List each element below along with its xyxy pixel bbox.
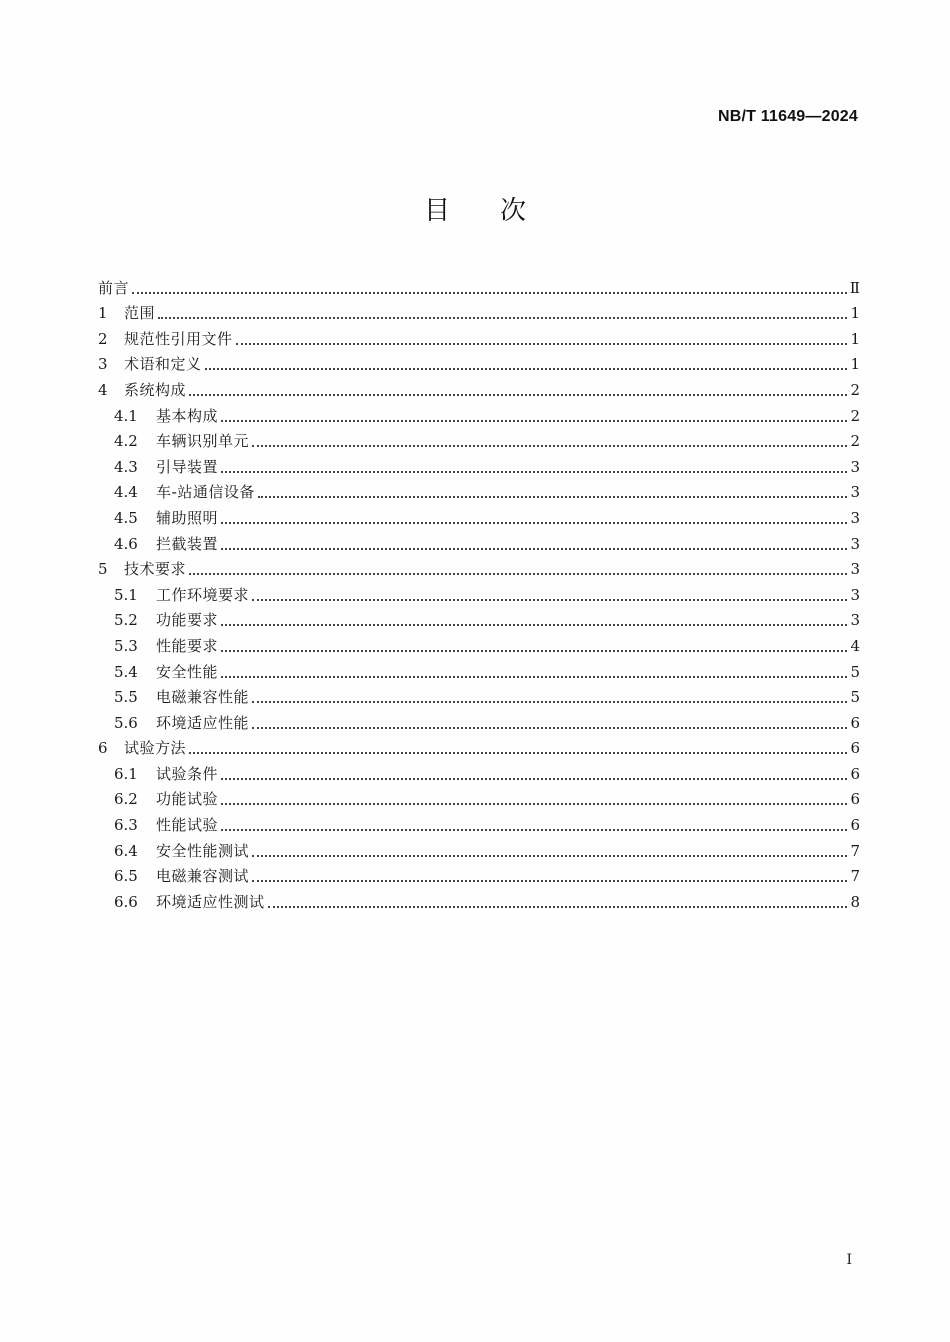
toc-entry-label: 术语和定义 (124, 355, 202, 374)
toc-entry[interactable] (98, 809, 860, 835)
dot-leader (221, 778, 847, 780)
toc-entry[interactable] (98, 528, 860, 554)
toc-entry-number: 5 (98, 560, 108, 579)
toc-entry-label: 工作环境要求 (156, 585, 250, 604)
toc-entry-page: 3 (850, 534, 860, 553)
dot-leader (221, 624, 847, 626)
toc-entry-number: 6.6 (114, 892, 138, 911)
toc-entry-page: 3 (850, 457, 860, 476)
page-number: I (846, 1252, 852, 1268)
dot-leader (221, 650, 847, 652)
toc-entry-label: 环境适应性能 (156, 713, 250, 732)
toc-entry-label: 安全性能测试 (156, 841, 250, 860)
toc-entry-number: 6 (98, 739, 108, 758)
dot-leader (158, 317, 847, 319)
toc-entry-number: 5.3 (114, 636, 138, 655)
toc-entry-label: 试验方法 (124, 739, 187, 758)
toc-entry[interactable] (98, 656, 860, 682)
toc-entry-page: 6 (850, 739, 860, 758)
toc-entry-label: 引导装置 (156, 457, 219, 476)
toc-entry-label: 电磁兼容性能 (156, 688, 250, 707)
toc-entry-number: 2 (98, 329, 108, 348)
toc-entry-page: 7 (850, 841, 860, 860)
toc-entry-label: 车辆识别单元 (156, 432, 250, 451)
toc-entry-number: 4.1 (114, 406, 138, 425)
toc-entry[interactable] (98, 835, 860, 861)
toc-entry-label: 辅助照明 (156, 508, 219, 527)
toc-entry[interactable] (98, 784, 860, 810)
toc-entry-number: 5.5 (114, 688, 138, 707)
toc-entry[interactable] (98, 374, 860, 400)
dot-leader (252, 599, 847, 601)
dot-leader (132, 292, 847, 294)
toc-entry[interactable] (98, 707, 860, 733)
toc-entry-number: 6.2 (114, 790, 138, 809)
dot-leader (252, 855, 847, 857)
toc-entry-page: 3 (850, 508, 860, 527)
toc-entry-number: 5.6 (114, 713, 138, 732)
toc-entry-page: 7 (850, 867, 860, 886)
dot-leader (189, 394, 847, 396)
toc-entry-page: 1 (850, 329, 860, 348)
toc-entry[interactable] (98, 758, 860, 784)
toc-entry-page: Ⅱ (849, 278, 860, 297)
toc-entry-number: 1 (98, 304, 108, 323)
dot-leader (221, 676, 847, 678)
toc-entry-label: 功能试验 (156, 790, 219, 809)
toc-entry-number: 6.1 (114, 764, 138, 783)
toc-entry[interactable] (98, 886, 860, 912)
toc-entry-label: 前言 (98, 278, 130, 297)
table-of-contents (98, 272, 860, 912)
toc-entry-number: 5.1 (114, 585, 138, 604)
toc-entry-number: 6.4 (114, 841, 138, 860)
toc-heading-part2: 次 (500, 196, 527, 226)
toc-entry-number: 3 (98, 355, 108, 374)
toc-entry[interactable] (98, 733, 860, 759)
toc-entry-page: 3 (850, 611, 860, 630)
dot-leader (252, 880, 847, 882)
toc-entry-label: 技术要求 (124, 560, 187, 579)
toc-entry-number: 4.4 (114, 483, 138, 502)
toc-entry[interactable] (98, 298, 860, 324)
toc-entry[interactable] (98, 682, 860, 708)
toc-entry-page: 6 (850, 713, 860, 732)
toc-entry-number: 6.3 (114, 816, 138, 835)
toc-entry-label: 性能要求 (156, 636, 219, 655)
toc-entry[interactable] (98, 477, 860, 503)
dot-leader (236, 343, 848, 345)
toc-entry-page: 2 (850, 406, 860, 425)
toc-entry[interactable] (98, 349, 860, 375)
toc-entry-page: 3 (850, 483, 860, 502)
dot-leader (221, 420, 847, 422)
toc-entry[interactable] (98, 502, 860, 528)
toc-entry-page: 4 (850, 636, 860, 655)
toc-entry[interactable] (98, 579, 860, 605)
toc-entry-number: 4.3 (114, 457, 138, 476)
toc-entry-page: 5 (850, 662, 860, 681)
toc-entry-number: 4 (98, 380, 108, 399)
toc-entry-label: 车-站通信设备 (156, 483, 255, 502)
toc-entry-label: 试验条件 (156, 764, 219, 783)
toc-entry[interactable] (98, 272, 860, 298)
toc-entry[interactable] (98, 323, 860, 349)
toc-entry-label: 功能要求 (156, 611, 219, 630)
toc-entry-label: 规范性引用文件 (124, 329, 233, 348)
toc-entry[interactable] (98, 630, 860, 656)
toc-entry-page: 3 (850, 585, 860, 604)
toc-entry-page: 6 (850, 764, 860, 783)
dot-leader (252, 727, 847, 729)
dot-leader (221, 522, 847, 524)
toc-entry-number: 4.6 (114, 534, 138, 553)
dot-leader (268, 906, 848, 908)
standard-code: NB/T 11649—2024 (718, 108, 858, 125)
dot-leader (205, 368, 848, 370)
toc-entry[interactable] (98, 426, 860, 452)
toc-entry[interactable] (98, 400, 860, 426)
toc-entry-label: 范围 (124, 304, 156, 323)
toc-entry-number: 6.5 (114, 867, 138, 886)
dot-leader (189, 573, 847, 575)
toc-entry-label: 拦截装置 (156, 534, 219, 553)
toc-heading (0, 190, 950, 227)
toc-entry-label: 电磁兼容测试 (156, 867, 250, 886)
toc-entry-page: 2 (850, 432, 860, 451)
toc-entry-page: 1 (850, 304, 860, 323)
toc-entry-number: 5.4 (114, 662, 138, 681)
dot-leader (189, 752, 847, 754)
toc-entry-page: 3 (850, 560, 860, 579)
toc-entry-number: 4.5 (114, 508, 138, 527)
toc-entry-label: 性能试验 (156, 816, 219, 835)
dot-leader (252, 445, 847, 447)
toc-entry[interactable] (98, 861, 860, 887)
toc-entry[interactable] (98, 554, 860, 580)
toc-entry-label: 安全性能 (156, 662, 219, 681)
toc-entry-label: 基本构成 (156, 406, 219, 425)
toc-entry-page: 1 (850, 355, 860, 374)
toc-heading-part1: 目 (423, 196, 450, 226)
toc-entry[interactable] (98, 451, 860, 477)
toc-entry-label: 环境适应性测试 (156, 892, 265, 911)
dot-leader (258, 496, 848, 498)
toc-entry[interactable] (98, 605, 860, 631)
toc-entry-page: 6 (850, 790, 860, 809)
dot-leader (221, 548, 847, 550)
dot-leader (221, 471, 847, 473)
dot-leader (252, 701, 847, 703)
toc-entry-page: 2 (850, 380, 860, 399)
toc-entry-number: 4.2 (114, 432, 138, 451)
toc-entry-page: 8 (850, 892, 860, 911)
toc-entry-page: 5 (850, 688, 860, 707)
toc-entry-number: 5.2 (114, 611, 138, 630)
dot-leader (221, 829, 847, 831)
toc-entry-label: 系统构成 (124, 380, 187, 399)
toc-entry-page: 6 (850, 816, 860, 835)
dot-leader (221, 803, 847, 805)
